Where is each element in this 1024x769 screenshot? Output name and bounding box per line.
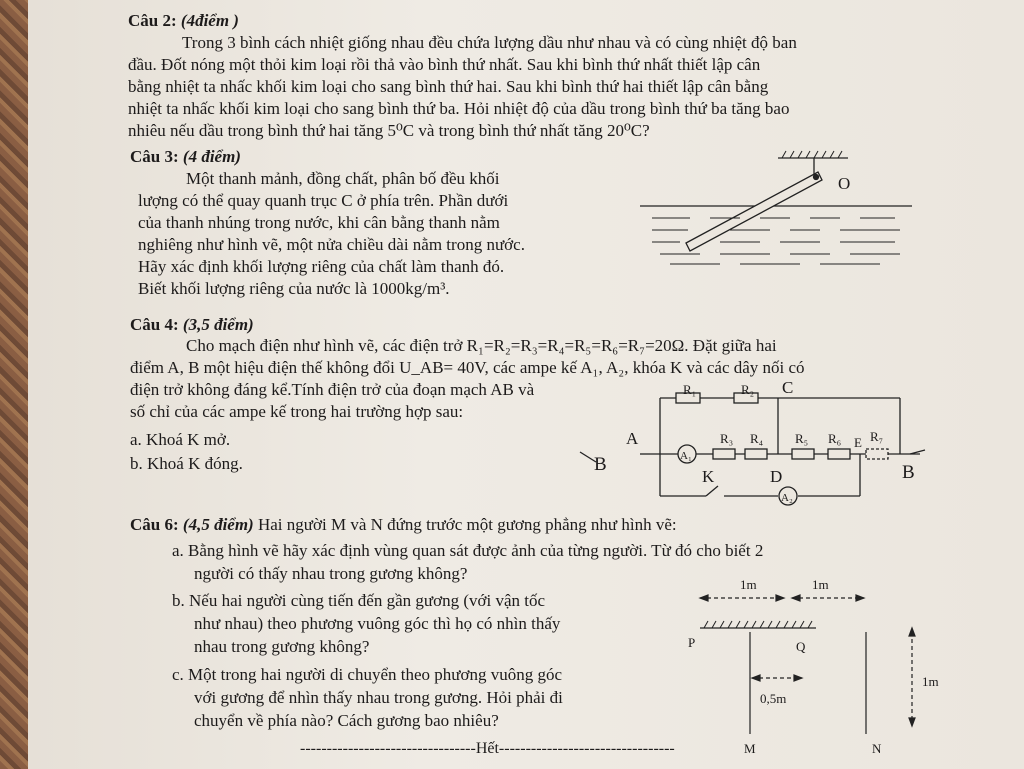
circuit-r6: R₆ [828,431,842,446]
circuit-node-b-right: B [902,462,915,483]
ammeter-a2-label: A₂ [781,492,793,504]
mirror-height: 1m [922,674,939,689]
cau4-line-2: điểm A, B một hiệu điện thế không đổi U_AB= 40V, các ampe kế A₁, A₂, khóa K và các dây nối có [130,358,805,377]
circuit-r4: R₄ [750,431,764,446]
cau3-label: Câu 3: [130,147,179,166]
cau3-line-2: lượng có thể quay quanh trục C ở phía trên. Phần dưới [138,191,509,210]
mirror-dist-1: 1m [740,577,757,592]
mirror-dist-2: 1m [812,577,829,592]
cau6-intro: Hai người M và N đứng trước một gương phẳng như hình vẽ: [257,515,677,534]
cau3-line-4: nghiêng như hình vẽ, một nửa chiều dài nằm trong nước. [138,235,525,254]
cau4-label: Câu 4: [130,315,179,334]
circuit-node-a: A [626,429,639,448]
mirror-point-p: P [688,635,696,650]
person-n-label: N [872,741,882,756]
cau4-case-a: a. Khoá K mở. [130,430,231,449]
cau3-line-3: của thanh nhúng trong nước, khi cân bằng thanh nằm [138,213,500,232]
cau2-line-5: nhiêu nếu dầu trong bình thứ hai tăng 5⁰C và trong bình thứ nhất tăng 20⁰C? [128,121,650,140]
cau6-b-line-1: b. Nếu hai người cùng tiến đến gần gương (với vận tốc [172,591,546,610]
circuit-node-d: D [770,467,783,486]
circuit-r3: R₃ [720,431,734,446]
circuit-node-e: E [854,435,862,450]
cau3-pivot-label: O [838,174,851,193]
cau4-line-3: điện trở không đáng kể.Tính điện trở của đoạn mạch AB và [130,380,535,399]
cau3-line-6: Biết khối lượng riêng của nước là 1000kg/m³. [138,279,450,298]
cau6-points: (4,5 điểm) [182,515,254,534]
cau6-c-line-3: chuyển về phía nào? Cách gương bao nhiêu? [194,711,499,730]
cau4-points: (3,5 điểm) [182,315,254,334]
footer-end: ---------------------------------Hết--------------------------------- [300,740,675,757]
cau6-label: Câu 6: [130,515,179,534]
circuit-node-c: C [782,378,794,397]
person-m-label: M [744,741,756,756]
circuit-node-b-left: B [594,454,607,475]
cau2-line-1: Trong 3 bình cách nhiệt giống nhau đều chứa lượng dầu như nhau và có cùng nhiệt độ ban [182,33,797,52]
cau4-line-4: số chỉ của các ampe kế trong hai trường hợp sau: [130,402,464,421]
circuit-r5: R₅ [795,431,809,446]
circuit-r7: R₇ [870,429,884,444]
ammeter-a1-label: A₁ [680,450,692,462]
cau6-c-line-1: c. Một trong hai người di chuyển theo phương vuông góc [172,665,563,684]
cau6-b-line-3: nhau trong gương không? [194,637,370,656]
cau6-a-line-1: a. Bằng hình vẽ hãy xác định vùng quan sát được ảnh của từng người. Từ đó cho biết 2 [172,541,764,560]
cau6-c-line-2: với gương để nhìn thấy nhau trong gương. Hỏi phải đi [194,688,563,707]
circuit-switch-k: K [702,467,715,486]
cau2-label: Câu 2: [128,11,177,30]
cau2-line-3: bằng nhiệt ta nhấc khối kim loại cho sang bình thứ hai. Sau khi bình thứ hai thiết lập cân bằng [128,77,769,96]
cau6-b-line-2: như nhau) theo phương vuông góc thì họ có nhìn thấy [194,614,561,633]
cau2-points: (4điểm ) [180,11,239,30]
circuit-r2: R₂ [741,382,755,397]
cau2-line-4: nhiệt ta nhấc khối kim loại cho sang bình thứ ba. Hỏi nhiệt độ của dầu trong bình thứ ba tăng bao [128,99,790,118]
cau6-a-line-2: người có thấy nhau trong gương không? [194,564,468,583]
mirror-point-q: Q [796,639,806,654]
circuit-r1: R₁ [683,382,697,397]
mirror-half-dist: 0,5m [760,691,787,706]
cau4-case-b: b. Khoá K đóng. [130,454,243,473]
cau3-line-5: Hãy xác định khối lượng riêng của chất làm thanh đó. [138,257,505,276]
cau3-points: (4 điểm) [182,147,241,166]
cau3-line-1: Một thanh mảnh, đồng chất, phân bố đều khối [186,169,500,188]
cau2-line-2: đầu. Đốt nóng một thỏi kim loại rồi thả vào bình thứ nhất. Sau khi bình thứ nhất thiết lập cân [128,55,761,74]
cau4-line-1: Cho mạch điện như hình vẽ, các điện trở R₁=R₂=R₃=R₄=R₅=R₆=R₇=20Ω. Đặt giữa hai [186,336,777,355]
